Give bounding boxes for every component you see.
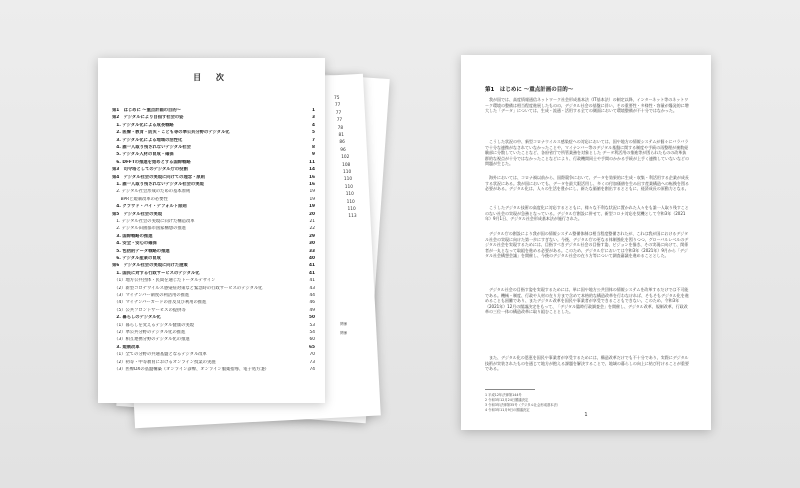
- toc-entry-page: 29: [309, 233, 315, 239]
- toc-entry-label: 第1 はじめに ～重点計画の目的～: [112, 108, 181, 113]
- toc-entry-page: 70: [309, 352, 315, 358]
- back-page-number: 110: [345, 192, 354, 198]
- toc-entry: [112, 182, 315, 188]
- toc-entry-label: 第6 デジタル社会の実現に向けた施策: [112, 263, 188, 269]
- toc-entry-page: 19: [309, 196, 315, 202]
- toc-entry-label: 2. デジタル社会形成のための基本原則: [112, 189, 191, 195]
- toc-entry: [112, 241, 315, 247]
- toc-entry: [112, 175, 315, 181]
- back-page-number: 110: [344, 184, 353, 190]
- toc-entry: [112, 219, 315, 225]
- toc-entry-page: 22: [309, 226, 315, 232]
- toc-entry: [112, 360, 315, 366]
- toc-entry-page: 11: [309, 159, 315, 165]
- toc-entry-label: 第2 デジタルにより目指す社会の姿: [112, 115, 184, 121]
- toc-entry-page: 7: [312, 137, 315, 143]
- footnote-rule: [485, 389, 535, 390]
- toc-entry: [112, 138, 315, 144]
- toc-entry-label: （1）暮らしを変えるデジタル健康の実現: [112, 322, 194, 328]
- toc-entry-label: 1. デジタル化による成長戦略: [112, 122, 174, 128]
- toc-entry: [112, 197, 315, 203]
- toc-entry-page: 16: [309, 182, 315, 187]
- body-paragraph: デジタル社会の目指す姿を実現するためには、単に国や地方公共団体の情報システムを改革するだけでは不可能である。機械・制度、行政や人材の在り方まで含めて本格的な構造改革を行わなければ、そもそもデジタル化を進めることも困難であり、またデジタル改革を国民や事業者が享受できることもできない。このため、令和3年（2021年）12月の閣議決定をもって、「デジタル臨時行政調査会」を開催し、デジタル改革、規制改革、行政改革の三位一体の構造改革に取り組むこととした。: [485, 287, 689, 315]
- body-paragraph: 海外においては、コロナ禍以前から、国際競争において、データを効果的に生成・収集・利活用する企業が成長する状況にある。我が国においても、データを最大限活用し、多くの付加価値を生み出す産業構造への転換を図る必要がある。デジタル化は、人々の生活を豊かにし、新たな価値を創出するとともに、経済成長の原動力となる。: [485, 175, 689, 192]
- toc-entry-label: BPRと規制改革の必要性: [112, 196, 168, 202]
- toc-entry-label: 第5 デジタル社会の実現: [112, 211, 162, 217]
- back-page-note: 関係: [340, 322, 348, 326]
- toc-entry-page: 43: [309, 285, 315, 291]
- toc-entry-label: 6. デジタル産業の育成: [112, 256, 161, 261]
- toc-entry: [112, 115, 315, 121]
- toc-entry: [112, 271, 315, 277]
- toc-entry-label: 1. 国民に対する行政サービスのデジタル化: [112, 270, 200, 276]
- toc-entry-page: 21: [309, 219, 315, 224]
- toc-entry-label: （1）地方公共団体・民間を通じたトータルデザイン: [112, 278, 216, 284]
- toc-entry-label: 4. クラウド・バイ・デフォルト原則: [112, 204, 187, 210]
- toc-entry-label: （3）医療DXの基盤構築（オンライン診療、オンライン服薬指導、電子処方箋）: [112, 367, 269, 372]
- toc-entry-page: 73: [309, 359, 315, 365]
- toc-entry-page: 41: [309, 278, 315, 284]
- toc-entry-label: （5）公共フロントサービスの提供等: [112, 307, 186, 313]
- toc-entry-page: 49: [309, 307, 315, 313]
- toc-entry: [112, 123, 315, 129]
- toc-entry: [112, 249, 315, 255]
- back-page-number: 96: [340, 147, 346, 153]
- toc-entry-page: 1: [312, 108, 315, 113]
- toc-entry: [112, 130, 315, 136]
- toc-entry: [112, 204, 315, 210]
- toc-title: 目 次: [193, 73, 230, 82]
- footnote: 3 令和3年法律第35号（デジタル社会形成基本法）: [485, 403, 561, 407]
- toc-entry-page: 19: [309, 189, 315, 195]
- back-page-number: 102: [341, 155, 350, 161]
- toc-entry: [112, 160, 315, 166]
- toc-page: [98, 58, 325, 403]
- toc-entry-page: 74: [309, 367, 315, 372]
- toc-entry-page: 14: [309, 167, 315, 173]
- toc-entry-label: （2）準公共分野のデジタル化の推進: [112, 330, 186, 335]
- footnote: 1 平成12年法律第144号: [485, 393, 522, 397]
- toc-entry: [112, 293, 315, 299]
- toc-entry-page: 54: [309, 330, 315, 335]
- body-page: [461, 55, 711, 430]
- toc-entry-label: （4）マイナンバーカードの普及及び利用の推進: [112, 300, 207, 306]
- toc-entry-page: 33: [309, 248, 315, 254]
- back-page-number: 110: [343, 170, 352, 175]
- toc-entry: [112, 212, 315, 218]
- toc-entry-label: （2）初等・中等教育におけるオンライン授業の実施: [112, 359, 216, 365]
- toc-entry-page: 3: [312, 115, 315, 121]
- toc-entry-label: （2）新型コロナウイルス感染症対策など緊急時の行政サービスのデジタル化: [112, 285, 263, 291]
- toc-entry: [112, 226, 315, 232]
- toc-entry-label: 4. 安全・安心の確保: [112, 241, 157, 247]
- body-paragraph: こうした状況の中、新型コロナウイルス感染症への対応においては、国や地方の情報システムが個々にバラバラで十分な連携がなされていなかったことや、マイナンバー等のデジタル基盤に関する制度や手続の再整理が複数経験部に分散していたことなど、各府省庁で所管業務を対象とした データ利活用の推進等が図られたものの改革抜群的な視点が十分ではなかったことなどにより、行政機関同士や手間のかかる手続が上手く連携していないなどの問題が生じた。: [485, 139, 689, 167]
- toc-entry-page: 41: [309, 270, 315, 276]
- back-page-number: 78: [337, 125, 344, 131]
- toc-entry-label: 第3 司令塔としてのデジタル庁の役割: [112, 167, 188, 173]
- toc-entry-label: 1. デジタル社会の実現に向けた構造改革: [112, 219, 195, 224]
- back-page-number: 110: [343, 177, 353, 183]
- back-page-number: 110: [347, 207, 356, 212]
- back-page-number: 81: [338, 133, 344, 138]
- toc-entry-page: 60: [309, 337, 315, 343]
- toc-entry: [112, 352, 315, 358]
- toc-entry-page: 5: [312, 130, 315, 136]
- toc-entry: [112, 315, 315, 321]
- toc-entry-label: 2. デジタル田園都市国家構想の推進: [112, 226, 186, 232]
- toc-entry: [112, 189, 315, 195]
- toc-entry-label: 5. デジタル人材の育成・確保: [112, 152, 174, 158]
- toc-entry: [112, 152, 315, 158]
- toc-entry-label: 第4 デジタル社会の実現に向けての理念・原則: [112, 174, 205, 180]
- toc-entry: [112, 300, 315, 306]
- toc-entry-label: 1. 誰一人取り残されないデジタル社会の実現: [112, 182, 204, 187]
- toc-entry-label: 2. 暮らしのデジタル化: [112, 315, 161, 321]
- toc-entry: [112, 323, 315, 329]
- toc-entry-label: 2. 医療・教育・防災・こども等の準公共分野のデジタル化: [112, 130, 230, 136]
- toc-entry: [112, 367, 315, 373]
- body-paragraph: また、デジタル化の恩恵を国民や事業者が享受するためには、構造改革だけでも不十分であり、実際にデジタル技術が実装されたものを通じて地方が抱える課題を解決することで、地域の暮らしの向上に結び付けることが重要である。: [485, 355, 689, 372]
- toc-entry: [112, 256, 315, 262]
- back-page-number: 75: [334, 96, 340, 101]
- toc-entry-page: 46: [309, 300, 315, 306]
- toc-entry: [112, 330, 315, 336]
- body-paragraph: こうしたデジタル技術の高度化に対応するとともに、様々な不利な状況に置かれた人々をも誰一人取り残すことのない社会の実現が急務となっている。デジタル庁創設に併せて、新型コロナ対応を契機として令和3年（2021年）9月1日、デジタル社会形成基本法が施行された。: [485, 205, 689, 222]
- toc-entry-page: 65: [309, 344, 315, 350]
- back-page-number: 86: [339, 140, 345, 146]
- toc-entry-page: 53: [309, 322, 315, 328]
- toc-entry-label: （3）相互連携分野のデジタル化の推進: [112, 337, 190, 343]
- toc-entry-page: 44: [309, 293, 315, 298]
- body-paragraph: デジタル庁の創設により我が国の情報システム整備体制は相当程度整備されたが、これは我が国におけるデジタル社会の実現に向けた第一歩にすぎない。今後、デジタル庁の更なる体制強化を図りつつ、グローバルレベルのデジタル社会を実現するためには、目指すべきデジタル社会の目指す姿、ビジョンを描き、その実現に向けて、関係者が一丸となって取組を進める必要がある。このため、デジタル庁においては令和3年（2021年）9月から「デジタル社会構想会議」を開催し、今後のデジタル社会の在り方等について調査審議を進めることとした。: [485, 231, 689, 259]
- toc-entry-label: 3. 国際戦略の推進: [112, 233, 153, 239]
- toc-entry: [112, 263, 315, 269]
- back-page-note: 関係: [340, 331, 348, 335]
- toc-entry: [112, 278, 315, 284]
- toc-entry: [112, 108, 315, 114]
- toc-entry: [112, 308, 315, 314]
- back-page-number: 113: [348, 214, 357, 220]
- toc-entry-page: 19: [309, 204, 315, 210]
- toc-entry: [112, 286, 315, 292]
- back-page-number: 108: [342, 162, 351, 168]
- toc-entry-label: 3. 規制改革: [112, 344, 140, 350]
- toc-entry: [112, 337, 315, 343]
- toc-entry-page: 40: [309, 256, 315, 261]
- chapter-title: 第1 はじめに ～重点計画の目的～: [485, 87, 574, 93]
- toc-entry-label: （1）全ての分野の共通基盤となるデジタル改革: [112, 352, 207, 358]
- toc-entry-label: 4. 誰一人取り残されないデジタル社会: [112, 145, 191, 150]
- toc-entry-page: 41: [309, 263, 315, 269]
- toc-entry-page: 30: [309, 241, 315, 247]
- toc-entry-page: 50: [309, 315, 315, 321]
- toc-entry-label: 3. デジタル化による地域の活性化: [112, 137, 183, 143]
- toc-entry-label: （3）マイナンバー制度の利活用の推進: [112, 293, 190, 298]
- toc-entry-page: 20: [309, 211, 315, 217]
- toc-entry-label: 5. 包括的データ戦略の推進: [112, 248, 170, 254]
- footnote: 2 令和3年12月24日閣議決定: [485, 398, 529, 402]
- back-page-number: 77: [335, 110, 342, 116]
- toc-entry-label: 6. DFFTの推進を始めとする国際戦略: [112, 159, 191, 165]
- back-page-number: 77: [334, 103, 341, 109]
- back-page-number: 110: [346, 199, 355, 205]
- toc-entry: [112, 145, 315, 151]
- body-paragraph: 我が国では、高度情報通信ネットワーク社会形成基本法（IT基本法）の制定以降、インターネット等のネットワーク環境の整備は相当程度進展したものの、デジタル社会の基盤に伴い、その重要性・多様性・容量が爆発的に増大した「データ」については、生成・流通・活用する全ての側面において環境整備が不十分ではなかった。: [485, 97, 689, 114]
- back-page-number: 77: [336, 118, 343, 124]
- footnote: 4 令和3年11月9日の閣議決定: [485, 408, 530, 412]
- toc-entry: [112, 234, 315, 240]
- toc-entry: [112, 167, 315, 173]
- page-number: 1: [584, 412, 588, 418]
- toc-entry: [112, 345, 315, 351]
- toc-entry-page: 9: [312, 152, 315, 158]
- toc-entry-page: 16: [309, 174, 315, 180]
- toc-entry-page: 4: [312, 122, 315, 128]
- toc-entry-page: 8: [312, 145, 315, 150]
